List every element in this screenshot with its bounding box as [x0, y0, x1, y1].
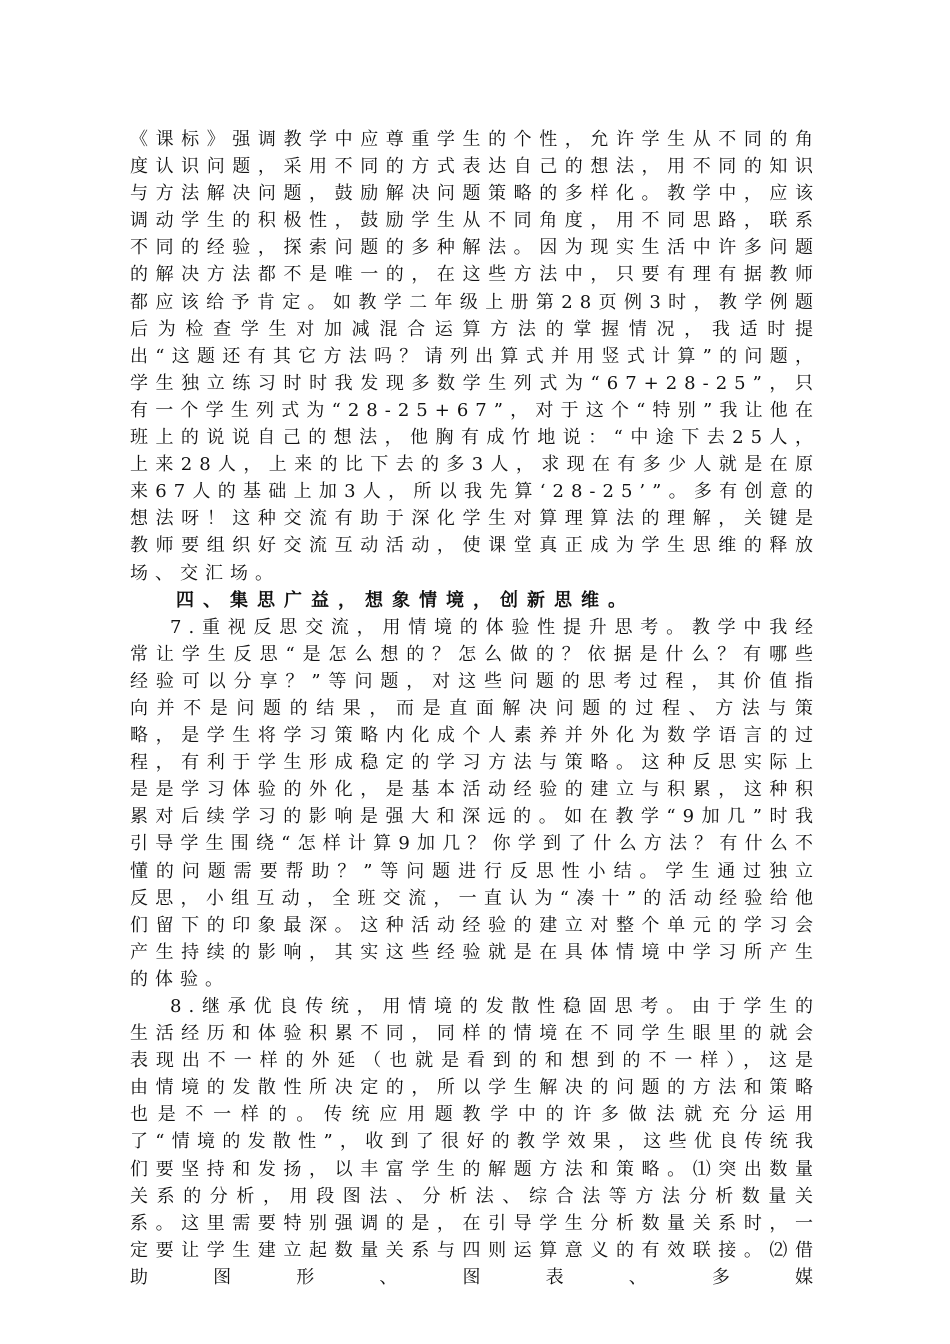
section-heading: 四、集思广益，想象情境，创新思维。: [176, 589, 635, 611]
paragraph-reflection-exchange: 7.重视反思交流，用情境的体验性提升思考。教学中我经常让学生反思“是怎么想的？怎么做的？依据是什么？有哪些经验可以分享？”等问题，对这些问题的思考过程，其价值指向并不是问题的结果，而是直面解决问题的过程、方法与策略，是学生将学习策略内化成个人素养并外化为数学语言的过程，有利于学生形成稳定的学习方法与策略。这种反思实际上是是学习体验的外化，是基本活动经验的建立与积累，这种积累对后续学习的影响是强大和深远的。如在教学“9加几”时我引导学生围绕“怎样计算9加几？你学到了什么方法？有什么不懂的问题需要帮助？”等问题进行反思性小结。学生通过独立反思，小组互动，全班交流，一直认为“凑十”的活动经验给他们留下的印象最深。这种活动经验的建立对整个单元的学习会产生持续的影响，其实这些经验就是在具体情境中学习所产生的体验。: [130, 616, 820, 990]
paragraph-inherit-tradition: 8.继承优良传统，用情境的发散性稳固思考。由于学生的生活经历和体验积累不同，同样的情境在不同学生眼里的就会表现出不一样的外延（也就是看到的和想到的不一样），这是由情境的发散性所决定的，所以学生解决的问题的方法和策略也是不一样的。传统应用题教学中的许多做法就充分运用了“情境的发散性”，收到了很好的教学效果，这些优良传统我们要坚持和发扬，以丰富学生的解题方法和策略。⑴突出数量关系的分析，用段图法、分析法、综合法等方法分析数量关系。这里需要特别强调的是，在引导学生分析数量关系时，一定要让学生建立起数量关系与四则运算意义的有效联接。⑵借助图形、图表、多媒: [130, 996, 820, 1288]
document-body: [130, 126, 820, 1291]
paragraph-curriculum-standards: 《课标》强调教学中应尊重学生的个性，允许学生从不同的角度认识问题，采用不同的方式表达自己的想法，用不同的知识与方法解决问题，鼓励解决问题策略的多样化。教学中，应该调动学生的积极性，鼓励学生从不同角度，用不同思路，联系不同的经验，探索问题的多种解法。因为现实生活中许多问题的解决方法都不是唯一的，在这些方法中，只要有理有据教师都应该给予肯定。如教学二年级上册第28页例3时，教学例题后为检查学生对加减混合运算方法的掌握情况，我适时提出“这题还有其它方法吗？请列出算式并用竖式计算”的问题，学生独立练习时时我发现多数学生列式为“67+28-25”，只有一个学生列式为“28-25+67”，对于这个“特别”我让他在班上的说说自己的想法，他胸有成竹地说：“中途下去25人，上来28人，上来的比下去的多3人，求现在有多少人就是在原来67人的基础上加3人，所以我先算‘28-25’”。多有创意的想法呀！这种交流有助于深化学生对算理算法的理解，关键是教师要组织好交流互动活动，使课堂真正成为学生思维的释放场、交汇场。: [130, 129, 820, 584]
